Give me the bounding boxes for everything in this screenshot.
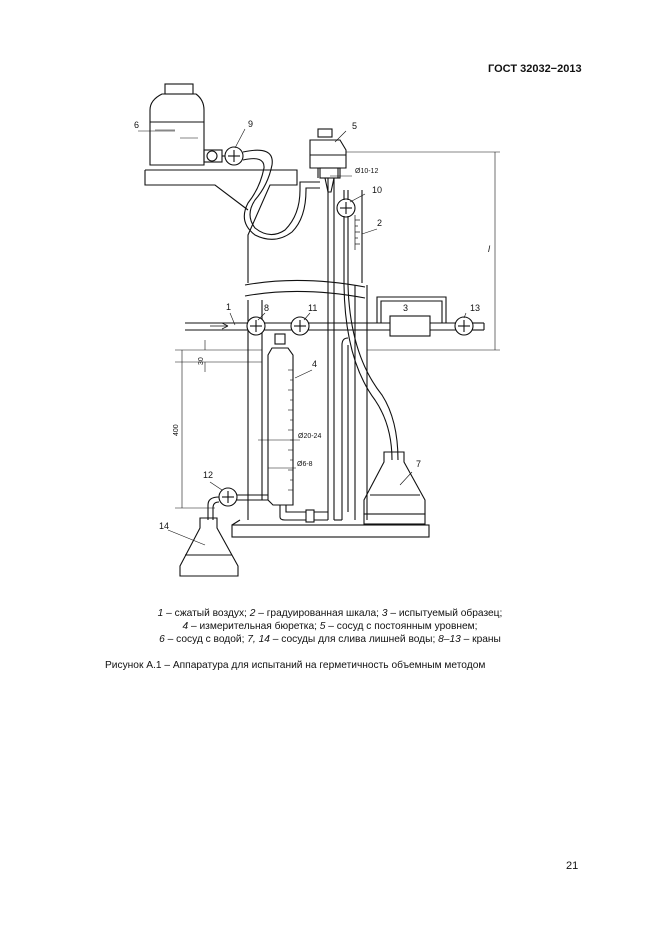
label-8: 8 bbox=[264, 303, 270, 313]
valve-13 bbox=[455, 317, 473, 335]
valve-12 bbox=[208, 488, 268, 520]
standard-code: ГОСТ 32032−2013 bbox=[488, 63, 582, 75]
dimension-lines bbox=[138, 129, 500, 545]
label-l: l bbox=[488, 244, 490, 254]
valve-9 bbox=[222, 147, 320, 239]
label-14: 14 bbox=[159, 521, 170, 531]
label-1: 1 bbox=[226, 302, 232, 312]
vessel-6 bbox=[150, 84, 222, 165]
figure-caption: Рисунок А.1 – Аппаратура для испытаний на герметичность объемным методом bbox=[105, 660, 486, 671]
label-4: 4 bbox=[312, 359, 318, 369]
flask-14 bbox=[180, 518, 238, 576]
valve-8 bbox=[247, 317, 265, 335]
burette-4 bbox=[268, 334, 348, 522]
label-10: 10 bbox=[372, 185, 383, 195]
dim-30: 30 bbox=[198, 357, 205, 365]
label-6: 6 bbox=[134, 120, 140, 130]
label-2: 2 bbox=[377, 218, 383, 228]
legend-line-1: 1 – сжатый воздух; 2 – градуированная шкала; 3 – испытуемый образец; bbox=[157, 608, 503, 619]
dim-top-diameter: Ø10-12 bbox=[355, 168, 379, 175]
valve-11 bbox=[291, 317, 309, 335]
dim-narrow-diameter: Ø6-8 bbox=[297, 461, 313, 468]
dim-burette-diameter: Ø20-24 bbox=[298, 433, 322, 440]
stand bbox=[145, 170, 429, 537]
label-12: 12 bbox=[203, 470, 214, 480]
label-3: 3 bbox=[403, 303, 409, 313]
label-13: 13 bbox=[470, 303, 481, 313]
page-number: 21 bbox=[566, 860, 579, 872]
label-5: 5 bbox=[352, 121, 358, 131]
legend-line-2: 4 – измерительная бюретка; 5 – сосуд с постоянным уровнем; bbox=[182, 621, 478, 632]
dim-400: 400 bbox=[173, 424, 180, 436]
label-7: 7 bbox=[416, 459, 422, 469]
drain-hose-7 bbox=[344, 285, 398, 460]
legend-line-3: 6 – сосуд с водой; 7, 14 – сосуды для слива лишней воды; 8–13 – краны bbox=[159, 634, 501, 645]
label-9: 9 bbox=[248, 119, 254, 129]
graduated-scale bbox=[355, 215, 360, 250]
label-11: 11 bbox=[308, 303, 318, 313]
